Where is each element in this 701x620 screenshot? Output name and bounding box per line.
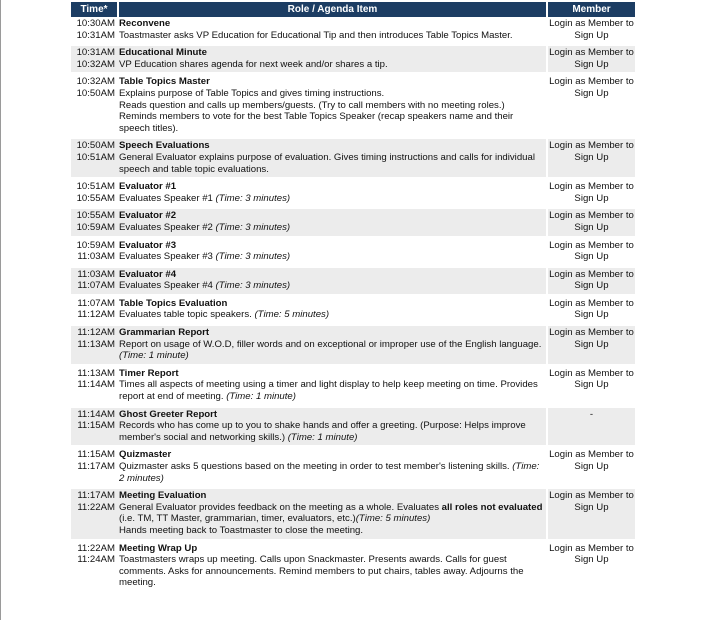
agenda-row-speech-evaluations: [71, 136, 635, 177]
duration: (Time: 2 minutes): [119, 461, 540, 484]
role-cell: [117, 486, 546, 538]
start-time: 10:55AM: [76, 210, 115, 222]
role-description: VP Education shares agenda for next week and/or shares a tip.: [119, 58, 388, 70]
end-time: 10:51AM: [76, 151, 115, 163]
role-title: Quizmaster: [119, 449, 172, 461]
duration: (Time: 1 minute): [287, 431, 358, 443]
role-description: [119, 420, 543, 443]
time-cell: [71, 405, 117, 446]
role-cell: [117, 265, 546, 294]
end-time: 11:12AM: [77, 309, 115, 321]
time-cell: [71, 206, 117, 235]
role-description: [119, 251, 543, 263]
role-title: Ghost Greeter Report: [119, 408, 218, 420]
member-cell: [546, 539, 635, 591]
description-text: Evaluates Speaker #3: [119, 251, 213, 263]
role-description: [119, 280, 543, 292]
description-text: Records who has come up to you to shake hands and offer a greeting. (Purpose: Helps improve member's social and networking skills.): [119, 420, 526, 443]
member-cell: [546, 177, 635, 206]
agenda-row-reconvene: [71, 17, 635, 43]
role-title: Meeting Wrap Up: [119, 542, 198, 554]
role-cell: [117, 323, 546, 364]
role-description: [119, 339, 543, 362]
start-time: 10:30AM: [76, 18, 115, 29]
signup-link[interactable]: Login as Member to Sign Up: [549, 297, 634, 321]
description-text: Quizmaster asks 5 questions based on the meeting in order to test member's listening skills.: [119, 461, 510, 472]
end-time: 11:22AM: [77, 501, 115, 513]
signup-link[interactable]: Login as Member to Sign Up: [549, 542, 634, 566]
duration: (Time: 5 minutes): [254, 309, 330, 321]
role-cell: [117, 17, 546, 43]
role-cell: [117, 539, 546, 591]
role-description: [119, 193, 543, 205]
member-cell: [546, 72, 635, 136]
signup-link[interactable]: Login as Member to Sign Up: [549, 18, 634, 41]
end-time: 11:07AM: [77, 280, 115, 292]
role-cell: [117, 405, 546, 446]
start-time: 11:14AM: [77, 408, 115, 420]
member-cell: [546, 486, 635, 538]
description-text: Evaluates table topic speakers.: [119, 309, 252, 321]
time-cell: [71, 265, 117, 294]
role-cell: [117, 445, 546, 486]
role-description: [119, 222, 543, 234]
time-cell: [71, 17, 117, 43]
duration: (Time: 3 minutes): [215, 192, 291, 204]
time-cell: [71, 486, 117, 538]
role-description: Hands meeting back to Toastmaster to close the meeting.: [119, 524, 364, 536]
end-time: 10:32AM: [76, 58, 115, 70]
member-cell: [546, 405, 635, 446]
role-cell: [117, 177, 546, 206]
time-cell: [71, 177, 117, 206]
agenda-row-evaluator-2: [71, 206, 635, 235]
role-column-header: Role / Agenda Item: [117, 2, 546, 17]
role-title: Evaluator #2: [119, 210, 177, 222]
start-time: 10:50AM: [76, 140, 115, 152]
time-cell: [71, 364, 117, 405]
end-time: 10:31AM: [76, 29, 115, 41]
signup-link[interactable]: Login as Member to Sign Up: [549, 181, 634, 204]
role-title: Table Topics Evaluation: [119, 297, 228, 309]
member-cell: [546, 206, 635, 235]
signup-link[interactable]: Login as Member to Sign Up: [549, 76, 634, 99]
end-time: 10:59AM: [76, 221, 115, 233]
role-description: [119, 309, 543, 321]
role-description: Toastmaster asks VP Education for Educational Tip and then introduces Table Topics Master.: [119, 29, 513, 41]
signup-link[interactable]: Login as Member to Sign Up: [549, 327, 634, 350]
time-column-header: Time*: [71, 2, 117, 17]
member-cell: [546, 236, 635, 265]
start-time: 11:17AM: [77, 490, 115, 502]
duration: (Time: 1 minute): [119, 350, 189, 362]
duration: (Time: 5 minutes): [355, 513, 431, 525]
end-time: 11:03AM: [77, 251, 115, 263]
role-title: Reconvene: [119, 18, 171, 29]
description-emphasis: all roles not evaluated: [441, 501, 543, 513]
agenda-row-grammarian-report: [71, 323, 635, 364]
time-cell: [71, 43, 117, 72]
start-time: 10:51AM: [76, 181, 115, 193]
start-time: 11:13AM: [77, 367, 115, 379]
role-title: Evaluator #3: [119, 239, 177, 251]
description-text: Times all aspects of meeting using a timer and light display to help keep meeting on time. Provides report at end of meeting.: [119, 379, 538, 403]
agenda-row-ghost-greeter-report: [71, 405, 635, 446]
role-description: [119, 461, 543, 484]
start-time: 11:22AM: [77, 542, 115, 554]
signup-link[interactable]: Login as Member to Sign Up: [549, 239, 634, 263]
member-cell: [546, 323, 635, 364]
role-cell: [117, 294, 546, 323]
page-left-border: [0, 0, 1, 620]
signup-link[interactable]: Login as Member to Sign Up: [549, 47, 634, 70]
role-description: Toastmasters wraps up meeting. Calls upon Snackmaster. Presents awards. Calls for guest comments. Asks for announcements. Remind members to put chairs, tables away. Adjourns the meeting.: [119, 554, 524, 589]
agenda-row-meeting-evaluation: [71, 486, 635, 538]
role-title: Meeting Evaluation: [119, 490, 207, 502]
role-description: Explains purpose of Table Topics and gives timing instructions.: [119, 87, 385, 99]
signup-link[interactable]: Login as Member to Sign Up: [549, 367, 634, 391]
agenda-table: [71, 2, 635, 591]
end-time: 11:14AM: [77, 379, 115, 391]
role-cell: [117, 236, 546, 265]
role-cell: [117, 72, 546, 136]
time-cell: [71, 539, 117, 591]
agenda-row-table-topics-evaluation: [71, 294, 635, 323]
end-time: 11:13AM: [77, 338, 115, 350]
agenda-body: [71, 17, 635, 591]
time-cell: [71, 445, 117, 486]
role-title: Evaluator #1: [119, 181, 177, 193]
role-description: Reads question and calls up members/guests. (Try to call members with no meeting roles.): [119, 99, 505, 111]
role-description: General Evaluator explains purpose of evaluation. Gives timing instructions and calls for individual speech and table topic evaluations.: [119, 151, 535, 175]
role-title: Speech Evaluations: [119, 140, 210, 152]
agenda-header-row: [71, 2, 635, 17]
member-cell: [546, 294, 635, 323]
agenda-row-evaluator-4: [71, 265, 635, 294]
agenda-row-timer-report: [71, 364, 635, 405]
role-title: Grammarian Report: [119, 327, 210, 339]
role-description: Reminds members to vote for the best Table Topics Speaker (recap speakers name and their speech titles).: [119, 111, 514, 134]
duration: (Time: 3 minutes): [215, 280, 291, 292]
agenda-row-quizmaster: [71, 445, 635, 486]
member-cell: [546, 364, 635, 405]
member-cell: [546, 136, 635, 177]
member-cell: [546, 445, 635, 486]
duration: (Time: 1 minute): [226, 391, 296, 403]
role-title: Educational Minute: [119, 47, 207, 59]
role-cell: [117, 364, 546, 405]
duration: (Time: 3 minutes): [215, 251, 291, 263]
role-cell: [117, 206, 546, 235]
role-cell: [117, 136, 546, 177]
signup-link[interactable]: Login as Member to Sign Up: [549, 268, 634, 292]
agenda-row-educational-minute: [71, 43, 635, 72]
role-description: [119, 379, 543, 402]
start-time: 10:32AM: [76, 76, 115, 88]
time-cell: [71, 323, 117, 364]
signup-link[interactable]: Login as Member to Sign Up: [549, 140, 634, 163]
end-time: 11:15AM: [77, 420, 115, 432]
description-text: Evaluates Speaker #4: [119, 280, 213, 292]
member-cell: [546, 17, 635, 43]
start-time: 11:07AM: [77, 297, 115, 309]
end-time: 10:50AM: [76, 87, 115, 99]
time-cell: [71, 72, 117, 136]
member-cell: [546, 265, 635, 294]
start-time: 10:31AM: [76, 47, 115, 59]
member-column-header: Member: [546, 2, 635, 17]
role-title: Timer Report: [119, 367, 179, 379]
agenda-row-table-topics-master: [71, 72, 635, 136]
role-title: Evaluator #4: [119, 268, 177, 280]
time-cell: [71, 294, 117, 323]
signup-link[interactable]: Login as Member to Sign Up: [549, 449, 634, 472]
role-description: [119, 502, 543, 525]
end-time: 11:24AM: [77, 554, 115, 566]
agenda-row-evaluator-3: [71, 236, 635, 265]
start-time: 11:12AM: [77, 327, 115, 339]
description-text: Evaluates Speaker #1: [119, 192, 213, 204]
role-title: Table Topics Master: [119, 76, 210, 88]
agenda-row-evaluator-1: [71, 177, 635, 206]
member-cell: [546, 43, 635, 72]
time-cell: [71, 136, 117, 177]
description-text: General Evaluator provides feedback on the meeting as a whole. Evaluates: [119, 501, 439, 513]
signup-link[interactable]: Login as Member to Sign Up: [549, 490, 634, 513]
start-time: 11:03AM: [77, 268, 115, 280]
start-time: 10:59AM: [76, 239, 115, 251]
end-time: 11:17AM: [77, 461, 115, 472]
description-text: Evaluates Speaker #2: [119, 221, 213, 233]
description-text: Report on usage of W.O.D, filler words and on exceptional or improper use of the English language.: [119, 338, 542, 350]
time-cell: [71, 236, 117, 265]
signup-link[interactable]: Login as Member to Sign Up: [549, 210, 634, 233]
duration: (Time: 3 minutes): [215, 221, 291, 233]
member-placeholder-dash: -: [589, 408, 594, 420]
description-text-after: (i.e. TM, TT Master, grammarian, timer, evaluators, etc.): [119, 513, 356, 525]
start-time: 11:15AM: [77, 449, 115, 461]
role-cell: [117, 43, 546, 72]
end-time: 10:55AM: [76, 192, 115, 204]
agenda-row-meeting-wrap-up: [71, 539, 635, 591]
